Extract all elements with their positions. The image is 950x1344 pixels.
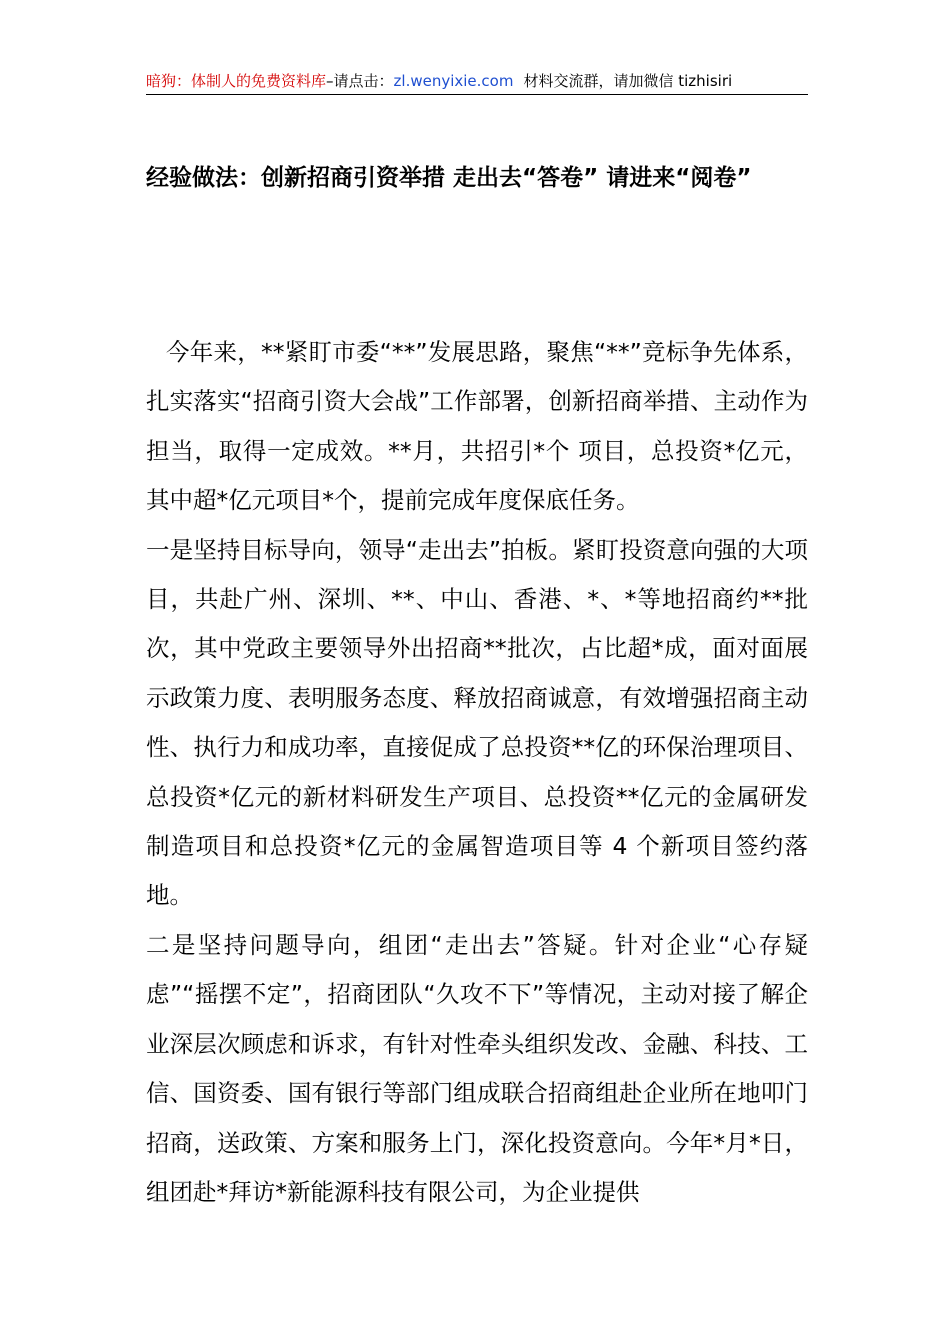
site-link[interactable]: zl.wenyixie.com	[393, 72, 514, 90]
document-body	[146, 328, 808, 1217]
wechat-note: 材料交流群，请加微信 tizhisiri	[523, 72, 733, 90]
brand-text: 暗狗：体制人的免费资料库	[146, 72, 327, 90]
document-title: 经验做法：创新招商引资举措 走出去“答卷” 请进来“阅卷”	[146, 165, 752, 191]
paragraph-point-two: 二是坚持问题导向，组团“走出去”答疑。针对企业“心存疑虑”“摇摆不定”，招商团队“久攻不下”等情况，主动对接了解企业深层次顾虑和诉求，有针对性牵头组织发改、金融、科技、工信、国资委、国有银行等部门组成联合招商组赴企业所在地叩门招商，送政策、方案和服务上门，深化投资意向。今年*月*日，组团赴*拜访*新能源科技有限公司，为企业提供	[146, 930, 808, 1206]
header-banner	[146, 70, 808, 95]
paragraph-point-one: 一是坚持目标导向，领导“走出去”拍板。紧盯投资意向强的大项目，共赴广州、深圳、**、中山、香港、*、*等地招商约**批次，其中党政主要领导外出招商**批次，占比超*成，面对面展示政策力度、表明服务态度、释放招商诚意，有效增强招商主动性、执行力和成功率，直接促成了总投资**亿的环保治理项目、总投资*亿元的新材料研发生产项目、总投资**亿元的金属研发制造项目和总投资*亿元的金属智造项目等 4 个新项目签约落地。	[146, 535, 808, 910]
paragraph-intro: 今年来，**紧盯市委“**”发展思路，聚焦“**”竞标争先体系，扎实落实“招商引资大会战”工作部署，创新招商举措、主动作为担当，取得一定成效。**月，共招引*个 项目，总投资*亿元，其中超*亿元项目*个，提前完成年度保底任务。	[146, 338, 808, 515]
click-label: –请点击：	[326, 72, 394, 90]
